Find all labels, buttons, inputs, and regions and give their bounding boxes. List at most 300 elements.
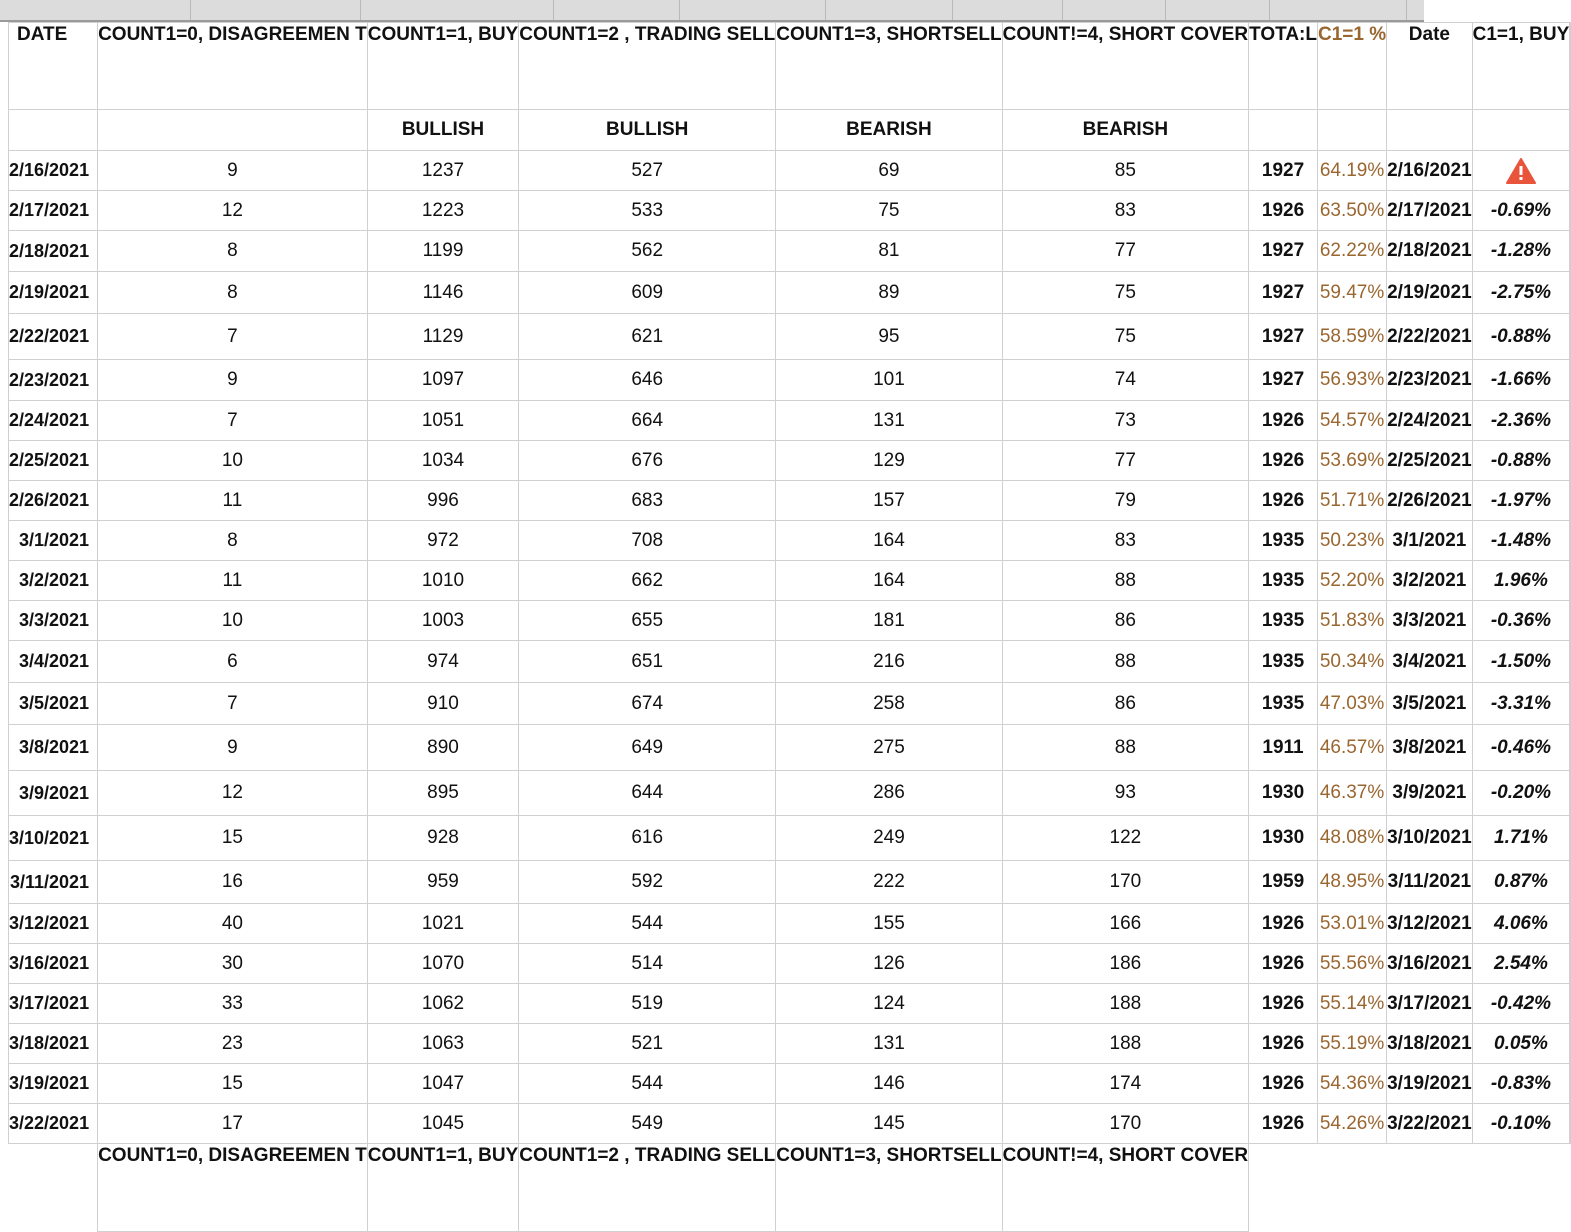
cell-date2[interactable]: 2/25/2021: [1387, 441, 1473, 481]
cell-buy[interactable]: -0.88%: [1472, 441, 1570, 481]
cell-c1[interactable]: 1021: [367, 904, 518, 944]
cell-pct[interactable]: 54.57%: [1317, 401, 1386, 441]
cell-date[interactable]: 2/17/2021: [9, 191, 98, 231]
cell-c4[interactable]: 88: [1002, 561, 1248, 601]
table-row: [9, 151, 1571, 191]
cell-c2[interactable]: 533: [519, 191, 776, 231]
cell-buy[interactable]: [1472, 151, 1570, 191]
cell-total[interactable]: 1930: [1249, 816, 1318, 861]
cell-pct[interactable]: 50.23%: [1317, 521, 1386, 561]
cell-total[interactable]: 1935: [1249, 561, 1318, 601]
cell-buy[interactable]: -0.69%: [1472, 191, 1570, 231]
cell-c4[interactable]: 170: [1002, 861, 1248, 904]
cell-c2[interactable]: 674: [519, 683, 776, 725]
cell-buy[interactable]: -0.36%: [1472, 601, 1570, 641]
footer-count1[interactable]: COUNT1=1, BUY: [367, 1144, 518, 1232]
cell-c0[interactable]: 23: [98, 1024, 368, 1064]
cell-date[interactable]: 3/22/2021: [9, 1104, 98, 1144]
table-row: [9, 601, 1571, 641]
cell-date[interactable]: 3/11/2021: [9, 861, 98, 904]
table-row: [9, 725, 1571, 771]
cell-pct[interactable]: 63.50%: [1317, 191, 1386, 231]
cell-date[interactable]: 3/12/2021: [9, 904, 98, 944]
header-row: [9, 23, 1571, 110]
table-row: [9, 1064, 1571, 1104]
cell-date[interactable]: 3/19/2021: [9, 1064, 98, 1104]
column-divider[interactable]: [360, 0, 361, 20]
cell-c3[interactable]: 216: [776, 641, 1002, 683]
cell-c2[interactable]: 549: [519, 1104, 776, 1144]
cell-c4[interactable]: 83: [1002, 191, 1248, 231]
cell-c0[interactable]: 9: [98, 360, 368, 401]
cell-c4[interactable]: 83: [1002, 521, 1248, 561]
header-buy[interactable]: C1=1, BUY: [1472, 23, 1570, 110]
header-count3[interactable]: COUNT1=3, SHORTSELL: [776, 23, 1002, 110]
table-row: [9, 191, 1571, 231]
cell-c2[interactable]: 562: [519, 231, 776, 272]
table-row: [9, 861, 1571, 904]
cell-date2[interactable]: 2/16/2021: [1387, 151, 1473, 191]
cell-c2[interactable]: 655: [519, 601, 776, 641]
empty-cell[interactable]: [1387, 110, 1473, 151]
cell-total[interactable]: 1926: [1249, 944, 1318, 984]
cell-c0[interactable]: 6: [98, 641, 368, 683]
cell-c4[interactable]: 85: [1002, 151, 1248, 191]
column-header-bar[interactable]: [0, 0, 1424, 22]
cell-pct[interactable]: 62.22%: [1317, 231, 1386, 272]
cell-c4[interactable]: 73: [1002, 401, 1248, 441]
cell-c3[interactable]: 258: [776, 683, 1002, 725]
cell-pct[interactable]: 53.69%: [1317, 441, 1386, 481]
cell-c0[interactable]: 9: [98, 725, 368, 771]
cell-pct[interactable]: 51.83%: [1317, 601, 1386, 641]
table-row: [9, 771, 1571, 816]
cell-date2[interactable]: 3/4/2021: [1387, 641, 1473, 683]
cell-c3[interactable]: 157: [776, 481, 1002, 521]
cell-c1[interactable]: 928: [367, 816, 518, 861]
cell-date2[interactable]: 3/11/2021: [1387, 861, 1473, 904]
cell-buy[interactable]: -1.28%: [1472, 231, 1570, 272]
cell-c2[interactable]: 664: [519, 401, 776, 441]
cell-pct[interactable]: 47.03%: [1317, 683, 1386, 725]
column-divider[interactable]: [825, 0, 826, 20]
cell-c4[interactable]: 93: [1002, 771, 1248, 816]
cell-c2[interactable]: 544: [519, 904, 776, 944]
column-divider[interactable]: [190, 0, 191, 20]
table-row: [9, 360, 1571, 401]
cell-total[interactable]: 1927: [1249, 231, 1318, 272]
cell-date2[interactable]: 3/22/2021: [1387, 1104, 1473, 1144]
table-row: [9, 521, 1571, 561]
footer-count2[interactable]: COUNT1=2 , TRADING SELL: [519, 1144, 776, 1232]
cell-c3[interactable]: 89: [776, 272, 1002, 314]
cell-c0[interactable]: 30: [98, 944, 368, 984]
cell-date2[interactable]: 2/17/2021: [1387, 191, 1473, 231]
cell-date2[interactable]: 3/8/2021: [1387, 725, 1473, 771]
subheader-count2[interactable]: BULLISH: [519, 110, 776, 151]
cell-c1[interactable]: 910: [367, 683, 518, 725]
cell-c3[interactable]: 81: [776, 231, 1002, 272]
cell-c4[interactable]: 86: [1002, 683, 1248, 725]
cell-date[interactable]: 3/2/2021: [9, 561, 98, 601]
cell-date2[interactable]: 3/5/2021: [1387, 683, 1473, 725]
header-count2[interactable]: COUNT1=2 , TRADING SELL: [519, 23, 776, 110]
empty-cell[interactable]: [9, 110, 98, 151]
cell-c4[interactable]: 77: [1002, 231, 1248, 272]
cell-c2[interactable]: 676: [519, 441, 776, 481]
cell-c2[interactable]: 708: [519, 521, 776, 561]
cell-date[interactable]: 2/26/2021: [9, 481, 98, 521]
cell-total[interactable]: 1926: [1249, 191, 1318, 231]
table-row: [9, 314, 1571, 360]
cell-c1[interactable]: 1223: [367, 191, 518, 231]
cell-pct[interactable]: 48.08%: [1317, 816, 1386, 861]
cell-c1[interactable]: 895: [367, 771, 518, 816]
cell-c0[interactable]: 7: [98, 314, 368, 360]
cell-c2[interactable]: 592: [519, 861, 776, 904]
subheader-count4[interactable]: BEARISH: [1002, 110, 1248, 151]
cell-buy[interactable]: 2.54%: [1472, 944, 1570, 984]
cell-total[interactable]: 1935: [1249, 601, 1318, 641]
cell-date[interactable]: 2/18/2021: [9, 231, 98, 272]
cell-c3[interactable]: 164: [776, 561, 1002, 601]
cell-date[interactable]: 3/4/2021: [9, 641, 98, 683]
cell-c3[interactable]: 164: [776, 521, 1002, 561]
cell-pct[interactable]: 52.20%: [1317, 561, 1386, 601]
cell-date2[interactable]: 3/19/2021: [1387, 1064, 1473, 1104]
cell-pct[interactable]: 59.47%: [1317, 272, 1386, 314]
subheader-count1[interactable]: BULLISH: [367, 110, 518, 151]
cell-c0[interactable]: 7: [98, 683, 368, 725]
cell-c1[interactable]: 1237: [367, 151, 518, 191]
cell-c1[interactable]: 1051: [367, 401, 518, 441]
header-count0[interactable]: COUNT1=0, DISAGREEMEN T: [98, 23, 368, 110]
cell-c1[interactable]: 1010: [367, 561, 518, 601]
empty-cell[interactable]: [1317, 110, 1386, 151]
header-count1[interactable]: COUNT1=1, BUY: [367, 23, 518, 110]
cell-c4[interactable]: 186: [1002, 944, 1248, 984]
spreadsheet-table: [8, 22, 1571, 1232]
cell-pct[interactable]: 48.95%: [1317, 861, 1386, 904]
cell-pct[interactable]: 54.26%: [1317, 1104, 1386, 1144]
cell-total[interactable]: 1930: [1249, 771, 1318, 816]
cell-buy[interactable]: -0.83%: [1472, 1064, 1570, 1104]
cell-date[interactable]: 2/25/2021: [9, 441, 98, 481]
cell-c0[interactable]: 33: [98, 984, 368, 1024]
cell-date[interactable]: 3/5/2021: [9, 683, 98, 725]
cell-c4[interactable]: 86: [1002, 601, 1248, 641]
cell-buy[interactable]: -1.66%: [1472, 360, 1570, 401]
cell-date[interactable]: 2/22/2021: [9, 314, 98, 360]
cell-c3[interactable]: 222: [776, 861, 1002, 904]
cell-buy[interactable]: -3.31%: [1472, 683, 1570, 725]
cell-date2[interactable]: 3/12/2021: [1387, 904, 1473, 944]
cell-c1[interactable]: 1199: [367, 231, 518, 272]
cell-c3[interactable]: 131: [776, 1024, 1002, 1064]
cell-c2[interactable]: 644: [519, 771, 776, 816]
cell-c1[interactable]: 1097: [367, 360, 518, 401]
cell-date2[interactable]: 2/24/2021: [1387, 401, 1473, 441]
cell-c1[interactable]: 1034: [367, 441, 518, 481]
cell-c0[interactable]: 11: [98, 561, 368, 601]
cell-total[interactable]: 1926: [1249, 481, 1318, 521]
cell-date2[interactable]: 3/10/2021: [1387, 816, 1473, 861]
cell-total[interactable]: 1935: [1249, 641, 1318, 683]
cell-date2[interactable]: 3/2/2021: [1387, 561, 1473, 601]
table-row: [9, 272, 1571, 314]
cell-c3[interactable]: 286: [776, 771, 1002, 816]
table-row: [9, 904, 1571, 944]
cell-buy[interactable]: -1.50%: [1472, 641, 1570, 683]
cell-date[interactable]: 2/16/2021: [9, 151, 98, 191]
cell-date[interactable]: 2/23/2021: [9, 360, 98, 401]
cell-date[interactable]: 3/18/2021: [9, 1024, 98, 1064]
cell-c1[interactable]: 890: [367, 725, 518, 771]
table-row: [9, 1104, 1571, 1144]
cell-c4[interactable]: 79: [1002, 481, 1248, 521]
cell-c1[interactable]: 1146: [367, 272, 518, 314]
column-divider[interactable]: [1406, 0, 1407, 20]
cell-c0[interactable]: 12: [98, 771, 368, 816]
cell-c2[interactable]: 609: [519, 272, 776, 314]
subheader-count3[interactable]: BEARISH: [776, 110, 1002, 151]
cell-date2[interactable]: 2/23/2021: [1387, 360, 1473, 401]
cell-date2[interactable]: 2/18/2021: [1387, 231, 1473, 272]
footer-count3[interactable]: COUNT1=3, SHORTSELL: [776, 1144, 1002, 1232]
cell-buy[interactable]: -2.75%: [1472, 272, 1570, 314]
cell-c3[interactable]: 129: [776, 441, 1002, 481]
warning-icon[interactable]: [1506, 158, 1536, 184]
cell-date2[interactable]: 3/18/2021: [1387, 1024, 1473, 1064]
cell-date[interactable]: 3/9/2021: [9, 771, 98, 816]
cell-buy[interactable]: -0.20%: [1472, 771, 1570, 816]
cell-buy[interactable]: 1.71%: [1472, 816, 1570, 861]
cell-c4[interactable]: 77: [1002, 441, 1248, 481]
cell-c4[interactable]: 188: [1002, 1024, 1248, 1064]
cell-total[interactable]: 1927: [1249, 314, 1318, 360]
cell-c0[interactable]: 8: [98, 231, 368, 272]
cell-c2[interactable]: 683: [519, 481, 776, 521]
cell-date[interactable]: 2/24/2021: [9, 401, 98, 441]
cell-c3[interactable]: 69: [776, 151, 1002, 191]
cell-c1[interactable]: 1045: [367, 1104, 518, 1144]
cell-c0[interactable]: 15: [98, 816, 368, 861]
cell-c4[interactable]: 75: [1002, 272, 1248, 314]
cell-buy[interactable]: -2.36%: [1472, 401, 1570, 441]
cell-date[interactable]: 3/10/2021: [9, 816, 98, 861]
cell-c4[interactable]: 166: [1002, 904, 1248, 944]
cell-c3[interactable]: 124: [776, 984, 1002, 1024]
column-divider[interactable]: [553, 0, 554, 20]
header-date[interactable]: DATE: [9, 23, 98, 110]
cell-buy[interactable]: 0.87%: [1472, 861, 1570, 904]
table-row: [9, 401, 1571, 441]
cell-c3[interactable]: 249: [776, 816, 1002, 861]
cell-c3[interactable]: 131: [776, 401, 1002, 441]
cell-c3[interactable]: 101: [776, 360, 1002, 401]
cell-c0[interactable]: 7: [98, 401, 368, 441]
table-row: [9, 561, 1571, 601]
cell-c0[interactable]: 12: [98, 191, 368, 231]
cell-buy[interactable]: -0.10%: [1472, 1104, 1570, 1144]
cell-c0[interactable]: 10: [98, 441, 368, 481]
cell-c0[interactable]: 40: [98, 904, 368, 944]
cell-total[interactable]: 1959: [1249, 861, 1318, 904]
header-percent[interactable]: C1=1 %: [1317, 23, 1386, 110]
cell-total[interactable]: 1926: [1249, 1024, 1318, 1064]
cell-c1[interactable]: 959: [367, 861, 518, 904]
cell-date2[interactable]: 2/26/2021: [1387, 481, 1473, 521]
cell-pct[interactable]: 55.14%: [1317, 984, 1386, 1024]
cell-date2[interactable]: 3/16/2021: [1387, 944, 1473, 984]
cell-c3[interactable]: 95: [776, 314, 1002, 360]
cell-buy[interactable]: -0.42%: [1472, 984, 1570, 1024]
cell-c2[interactable]: 649: [519, 725, 776, 771]
cell-c1[interactable]: 974: [367, 641, 518, 683]
cell-pct[interactable]: 55.56%: [1317, 944, 1386, 984]
cell-c4[interactable]: 174: [1002, 1064, 1248, 1104]
cell-total[interactable]: 1926: [1249, 441, 1318, 481]
empty-cell[interactable]: [9, 1144, 98, 1232]
cell-c4[interactable]: 170: [1002, 1104, 1248, 1144]
cell-date2[interactable]: 2/19/2021: [1387, 272, 1473, 314]
cell-c4[interactable]: 75: [1002, 314, 1248, 360]
cell-c4[interactable]: 122: [1002, 816, 1248, 861]
cell-total[interactable]: 1926: [1249, 401, 1318, 441]
empty-cell[interactable]: [98, 110, 368, 151]
cell-total[interactable]: 1927: [1249, 151, 1318, 191]
cell-c4[interactable]: 88: [1002, 725, 1248, 771]
cell-c1[interactable]: 1129: [367, 314, 518, 360]
cell-pct[interactable]: 64.19%: [1317, 151, 1386, 191]
cell-date2[interactable]: 2/22/2021: [1387, 314, 1473, 360]
cell-c3[interactable]: 275: [776, 725, 1002, 771]
cell-c0[interactable]: 15: [98, 1064, 368, 1104]
cell-c2[interactable]: 616: [519, 816, 776, 861]
cell-c1[interactable]: 1063: [367, 1024, 518, 1064]
cell-date[interactable]: 3/1/2021: [9, 521, 98, 561]
subheader-row: [9, 110, 1571, 151]
cell-date[interactable]: 3/8/2021: [9, 725, 98, 771]
cell-c0[interactable]: 8: [98, 272, 368, 314]
column-divider[interactable]: [1165, 0, 1166, 20]
footer-count0[interactable]: COUNT1=0, DISAGREEMEN T: [98, 1144, 368, 1232]
cell-buy[interactable]: -1.48%: [1472, 521, 1570, 561]
empty-area: [1249, 1144, 1571, 1232]
cell-c0[interactable]: 9: [98, 151, 368, 191]
cell-date2[interactable]: 3/9/2021: [1387, 771, 1473, 816]
cell-c0[interactable]: 8: [98, 521, 368, 561]
cell-c2[interactable]: 514: [519, 944, 776, 984]
cell-c0[interactable]: 11: [98, 481, 368, 521]
cell-total[interactable]: 1926: [1249, 1064, 1318, 1104]
cell-total[interactable]: 1935: [1249, 521, 1318, 561]
cell-c4[interactable]: 188: [1002, 984, 1248, 1024]
cell-c2[interactable]: 519: [519, 984, 776, 1024]
cell-c1[interactable]: 1003: [367, 601, 518, 641]
cell-c3[interactable]: 181: [776, 601, 1002, 641]
header-date2[interactable]: Date: [1387, 23, 1473, 110]
cell-c1[interactable]: 996: [367, 481, 518, 521]
cell-pct[interactable]: 46.37%: [1317, 771, 1386, 816]
cell-date[interactable]: 3/3/2021: [9, 601, 98, 641]
column-divider[interactable]: [679, 0, 680, 20]
table-row: [9, 641, 1571, 683]
cell-c1[interactable]: 1047: [367, 1064, 518, 1104]
cell-c2[interactable]: 662: [519, 561, 776, 601]
cell-buy[interactable]: 1.96%: [1472, 561, 1570, 601]
cell-date[interactable]: 3/16/2021: [9, 944, 98, 984]
cell-pct[interactable]: 53.01%: [1317, 904, 1386, 944]
cell-c2[interactable]: 521: [519, 1024, 776, 1064]
empty-cell[interactable]: [1249, 110, 1318, 151]
cell-pct[interactable]: 56.93%: [1317, 360, 1386, 401]
cell-c1[interactable]: 972: [367, 521, 518, 561]
column-divider[interactable]: [1269, 0, 1270, 20]
cell-pct[interactable]: 54.36%: [1317, 1064, 1386, 1104]
cell-c2[interactable]: 621: [519, 314, 776, 360]
cell-c2[interactable]: 646: [519, 360, 776, 401]
cell-pct[interactable]: 55.19%: [1317, 1024, 1386, 1064]
cell-c1[interactable]: 1062: [367, 984, 518, 1024]
cell-date[interactable]: 3/17/2021: [9, 984, 98, 1024]
cell-c0[interactable]: 17: [98, 1104, 368, 1144]
cell-pct[interactable]: 46.57%: [1317, 725, 1386, 771]
cell-c2[interactable]: 651: [519, 641, 776, 683]
cell-total[interactable]: 1926: [1249, 984, 1318, 1024]
header-total[interactable]: TOTA:L: [1249, 23, 1318, 110]
cell-c2[interactable]: 544: [519, 1064, 776, 1104]
cell-buy[interactable]: 0.05%: [1472, 1024, 1570, 1064]
cell-date2[interactable]: 3/17/2021: [1387, 984, 1473, 1024]
cell-c0[interactable]: 16: [98, 861, 368, 904]
cell-buy[interactable]: -1.97%: [1472, 481, 1570, 521]
table-row: [9, 441, 1571, 481]
cell-total[interactable]: 1926: [1249, 904, 1318, 944]
column-divider[interactable]: [1062, 0, 1063, 20]
header-count4[interactable]: COUNT!=4, SHORT COVER: [1002, 23, 1248, 110]
cell-c4[interactable]: 74: [1002, 360, 1248, 401]
cell-date2[interactable]: 3/3/2021: [1387, 601, 1473, 641]
cell-c1[interactable]: 1070: [367, 944, 518, 984]
footer-count4[interactable]: COUNT!=4, SHORT COVER: [1002, 1144, 1248, 1232]
cell-c2[interactable]: 527: [519, 151, 776, 191]
cell-total[interactable]: 1935: [1249, 683, 1318, 725]
cell-total[interactable]: 1926: [1249, 1104, 1318, 1144]
cell-pct[interactable]: 58.59%: [1317, 314, 1386, 360]
cell-buy[interactable]: 4.06%: [1472, 904, 1570, 944]
cell-total[interactable]: 1911: [1249, 725, 1318, 771]
cell-total[interactable]: 1927: [1249, 272, 1318, 314]
table-row: [9, 816, 1571, 861]
cell-c3[interactable]: 146: [776, 1064, 1002, 1104]
cell-c3[interactable]: 126: [776, 944, 1002, 984]
cell-date2[interactable]: 3/1/2021: [1387, 521, 1473, 561]
cell-buy[interactable]: -0.88%: [1472, 314, 1570, 360]
cell-c0[interactable]: 10: [98, 601, 368, 641]
cell-pct[interactable]: 51.71%: [1317, 481, 1386, 521]
cell-total[interactable]: 1927: [1249, 360, 1318, 401]
cell-date[interactable]: 2/19/2021: [9, 272, 98, 314]
column-divider[interactable]: [952, 0, 953, 20]
empty-cell[interactable]: [1472, 110, 1570, 151]
cell-c3[interactable]: 145: [776, 1104, 1002, 1144]
cell-buy[interactable]: -0.46%: [1472, 725, 1570, 771]
cell-c3[interactable]: 75: [776, 191, 1002, 231]
cell-c4[interactable]: 88: [1002, 641, 1248, 683]
cell-pct[interactable]: 50.34%: [1317, 641, 1386, 683]
cell-c3[interactable]: 155: [776, 904, 1002, 944]
